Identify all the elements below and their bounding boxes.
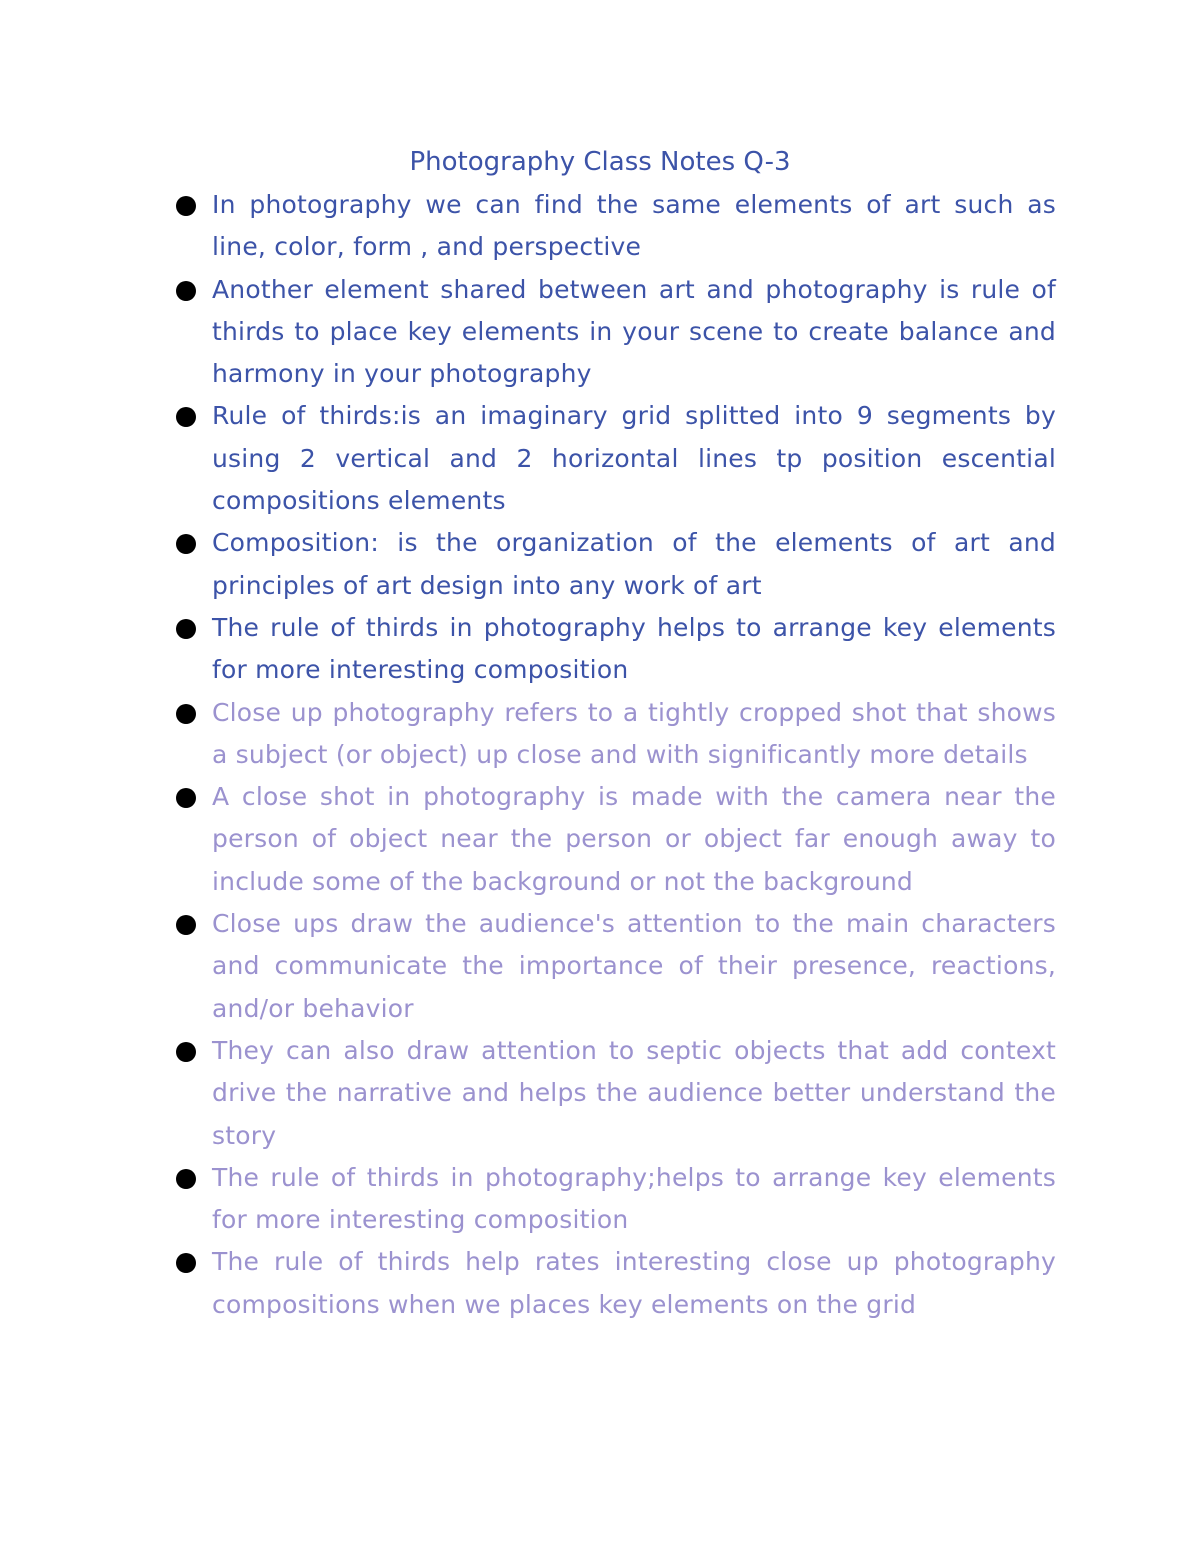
bullet-icon <box>176 788 196 808</box>
bullet-icon <box>176 915 196 935</box>
bullet-icon <box>176 1169 196 1189</box>
list-item <box>174 184 1056 269</box>
note-text: The rule of thirds in photography;helps to arrange key elements for more interesting composition <box>212 1162 1056 1235</box>
notes-list <box>174 184 1056 1326</box>
page-title: Photography Class Notes Q-3 <box>409 147 791 177</box>
bullet-icon <box>176 407 196 427</box>
note-text: The rule of thirds help rates interesting close up photography compositions when we places key elements on the grid <box>212 1247 1056 1319</box>
note-text: Composition: is the organization of the elements of art and principles of art design into any work of art <box>212 528 1056 600</box>
note-text: They can also draw attention to septic objects that add context drive the narrative and helps the audience better understand the story <box>212 1035 1056 1150</box>
list-item <box>174 607 1056 692</box>
note-text: A close shot in photography is made with the camera near the person of object near the person or object far enough away to include some of the background or not the background <box>212 782 1056 896</box>
list-item <box>174 395 1056 522</box>
list-item <box>174 522 1056 607</box>
list-item <box>174 1241 1056 1326</box>
bullet-icon <box>176 281 196 301</box>
note-text: In photography we can find the same elements of art such as line, color, form , and perspective <box>212 190 1056 262</box>
list-item <box>174 269 1056 396</box>
note-text: Another element shared between art and photography is rule of thirds to place key elements in your scene to create balance and harmony in your photography <box>212 274 1056 389</box>
bullet-icon <box>176 704 196 724</box>
list-item <box>174 776 1056 903</box>
bullet-icon <box>176 1042 196 1062</box>
list-item <box>174 1157 1056 1242</box>
note-text: Rule of thirds:is an imaginary grid splitted into 9 segments by using 2 vertical and 2 horizontal lines tp position escential compositions elements <box>212 401 1056 516</box>
list-item <box>174 903 1056 1030</box>
list-item <box>174 692 1056 777</box>
bullet-icon <box>176 1253 196 1273</box>
bullet-icon <box>176 619 196 639</box>
note-text: The rule of thirds in photography helps to arrange key elements for more interesting composition <box>212 612 1056 685</box>
note-text: Close up photography refers to a tightly cropped shot that shows a subject (or object) up close and with significantly more details <box>212 697 1056 769</box>
list-item <box>174 1030 1056 1157</box>
note-text: Close ups draw the audience's attention to the main characters and communicate the importance of their presence, reactions, and/or behavior <box>212 909 1056 1023</box>
bullet-icon <box>176 196 196 216</box>
bullet-icon <box>176 534 196 554</box>
